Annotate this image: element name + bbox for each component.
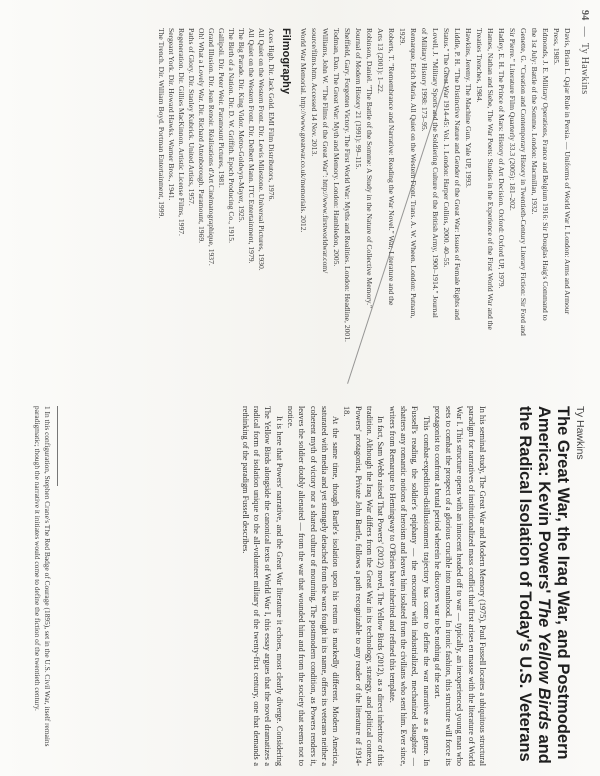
filmography-entry: Aces High. Dir. Jack Gold. EMI Film Distributors, 1976. [267, 28, 276, 202]
filmography-entry: Grand Illusion. Dir. Jean Renoir. Réalisations d'Art Cinématographique, 1937. [207, 28, 216, 266]
article-author: Ty Hawkins [574, 406, 586, 460]
filmography-entry: Sergeant York. Dir. Howard Hawks. Warner Bros., 1941. [167, 28, 176, 201]
references-list [156, 28, 572, 378]
filmography-entry: Paths of Glory. Dir. Stanley Kubrick. United Artists, 1957. [187, 28, 196, 206]
reference-entry: Lovell, J. "Military Sports and the Soldiering Culture of the British Army, 1900–1914." Journal [431, 28, 440, 318]
filmography-heading: Filmography [280, 28, 292, 95]
reference-entry: Status." The Great War 1914-45: Vol. 1. London: Harper Collins, 2000. 40–55. [442, 28, 451, 268]
reference-entry: Treaties Trenches, 1984. [475, 28, 484, 103]
body-paragraph: At the same time, though Bartle's isolation upon his return is markedly different. Modern America, saturated with media and yet strangely detached from the wars fought in its name, offers its veterans neither a coherent myth of victory nor a shared culture of mourning. The postmodern condition, as Powers renders it, leaves the soldier doubly alienated — from the war that wounded him and from the society that seems not to notice. [285, 406, 341, 766]
running-head-section: Ty Hawkins [579, 42, 590, 95]
reference-entry: 1929. [398, 28, 407, 46]
reference-entry: Williams, John W. "The Films of the Great War": http://www.firstworldwar.com/ [321, 28, 330, 274]
title-part-italic: The Yellow Birds [535, 597, 553, 730]
reference-entry: the 1st July: Battle of the Somme. London: Macmillan, 1932. [530, 28, 539, 215]
body-paragraph: In fact, Sam Webb raised That Powers' (2012) novel, The Yellow Birds (2012), as a direct inheritor of this tradition. Although the Iraq War differs from the Great War in its technology, strategy, and political context, Powers' protagonist, Private John Bartle, follows a path recognizable to any reader of the literature of 1914-18. [342, 406, 386, 766]
reference-entry: Hadley, E. H. The Prince of Mars: History of Art Decision. Oxford: Oxford UP, 1979. [497, 28, 506, 289]
reference-entry: Robinson, Daniel. "The Battle of the Somme: A Study in the Nature of Collective Memory." [365, 28, 374, 309]
body-paragraph: It is here that Powers' narrative, and the Great War literature it echoes, most clearly diverge. Considering The Yellow Birds alongside the canonical texts of World War I, this essay argues that the novel dramatizes a radical form of isolation unique to the all-volunteer military of the twenty-first century, one that demands a rethinking of the paradigm Fussell describes. [240, 406, 284, 766]
reference-entry: Arts 13 (2001): 1–22. [376, 28, 385, 94]
title-part: The Great War, the Iraq War, and Postmodern America: Kevin Powers' [535, 406, 572, 760]
reference-entry: Roberts, T. "Remembrance and Narrative: Reading the War Novel." War, Literature and the [387, 28, 396, 306]
running-head-separator: — [579, 26, 590, 37]
filmography-entry: The Trench. Dir. William Boyd. Portman Entertainment, 1999. [157, 28, 166, 219]
title-part: and the Radical Isolation of Today's U.S. Veterans [516, 406, 553, 764]
reference-entry: Sheffield, Gary. Forgotten Victory. The First World War: Myths and Realities. London: Headline, 2001. [343, 28, 352, 342]
reference-entry: Edmonds, J. E. Military Operations, France and Belgium 1916: Sir Douglas Haig's Command to [541, 28, 550, 321]
page-number: 94 [579, 10, 590, 21]
filmography-entry: Oh! What a Lovely War. Dir. Richard Attenborough. Paramount, 1969. [197, 28, 206, 244]
body-paragraph: This combat-expedition-disillusionment trajectory has come to define the war narrative as a genre. In Fussell's reading, the soldier's epiphany — the encounter with industrialized, mechanized slaughter — shatters any romantic notions of heroism and leaves him isolated from the civilians who sent him. Ever since, writers from Remarque to Hemingway to O'Brien have inherited and refined this template. [387, 406, 431, 766]
reference-entry: World War Memorial. http://www.greatwar.co.uk/memorials. 2012. [299, 28, 308, 233]
running-head [579, 10, 590, 94]
reference-entry: source/films.htm. Accessed 14 Nov. 2013. [310, 28, 319, 157]
reference-entry: of Military History 1998: 173–95. [420, 28, 429, 132]
filmography-entry: All Quiet on the Western Front. Dir. Delbert Mann. ITC Entertainment, 1979. [247, 28, 256, 264]
footnote: 1 In this configuration, Stephen Crane's The Red Badge of Courage (1895), set in the U.S. Civil War, itself remains paradigmatic; though the narrative it initiates would come to define the fiction of the twentieth century. [33, 406, 52, 747]
reference-entry: Genette, G. "Creation and Contemporary History in Twentieth-Century Literary Fiction: Sir Ford and [519, 28, 528, 336]
footnote-rule [57, 406, 58, 486]
reference-entry: Remarque, Erich Maria. All Quiet on the Western Front. Trans. A. W. Wheen. London: Putnam, [409, 28, 418, 319]
article-body [239, 406, 488, 766]
filmography-entry: The Birth of a Nation. Dir. D. W. Griffith. Epoch Producing Co., 1915. [227, 28, 236, 243]
article-title [515, 406, 572, 766]
filmography-entry: Regeneration. Dir. Gillies MacKinnon. Artistic License Films, 1997. [177, 28, 186, 236]
reference-entry: Hawkins, Jeremy. The Machine Gun. Yale UP, 1993. [464, 28, 473, 188]
body-paragraph: In his seminal study, The Great War and Modern Memory (1975), Paul Fussell locates a ubiquitous structural paradigm for narratives of institutionalized mass conflict that first arises en masse with the literature of World War I. This structure opens with an innocent headed off to war — typically, an inexperienced young man who sets to combat the prospect of a glorious crucible into manhood. In ironic fashion, this structure will force its protagonist to confront a brutal period wherein he discovers war to be nothing of the sort. [432, 406, 487, 766]
reference-entry: Liddle, P. H. "The Distinctive Nature and Gender of the Great War: Issues of Female Rights and [453, 28, 462, 320]
reference-entry: Sir Pierre." Literature Film Quarterly 33.3 (2005): 181–202. [508, 28, 517, 211]
filmography-entry: The Big Parade. Dir. King Vidor. Metro-Goldwyn-Mayer, 1925. [237, 28, 246, 223]
reference-entry: Hames, Nathan and Siebe, The War Poets: Studies in the Experience of the First World War and the [486, 28, 495, 330]
reference-entry: Journal of Modern History 21 (1991): 99–115. [354, 28, 363, 170]
filmography-entry: All Quiet on the Western Front. Dir. Lewis Milestone. Universal Pictures, 1930. [257, 28, 266, 271]
right-column [0, 400, 600, 776]
filmography-entry: Gallipoli. Dir. Peter Weir. Paramount Pictures, 1981. [217, 28, 226, 188]
reference-entry: Todman, Dan. The Great War: Myth and Memory. London: Hambledon, 2005. [332, 28, 341, 267]
reference-entry: Davis, Brian L. Qajar Rule in Persia. — Uniforms of World War I. London: Arms and Armour [563, 28, 572, 315]
reference-entry: Press, 1985. [552, 28, 561, 65]
